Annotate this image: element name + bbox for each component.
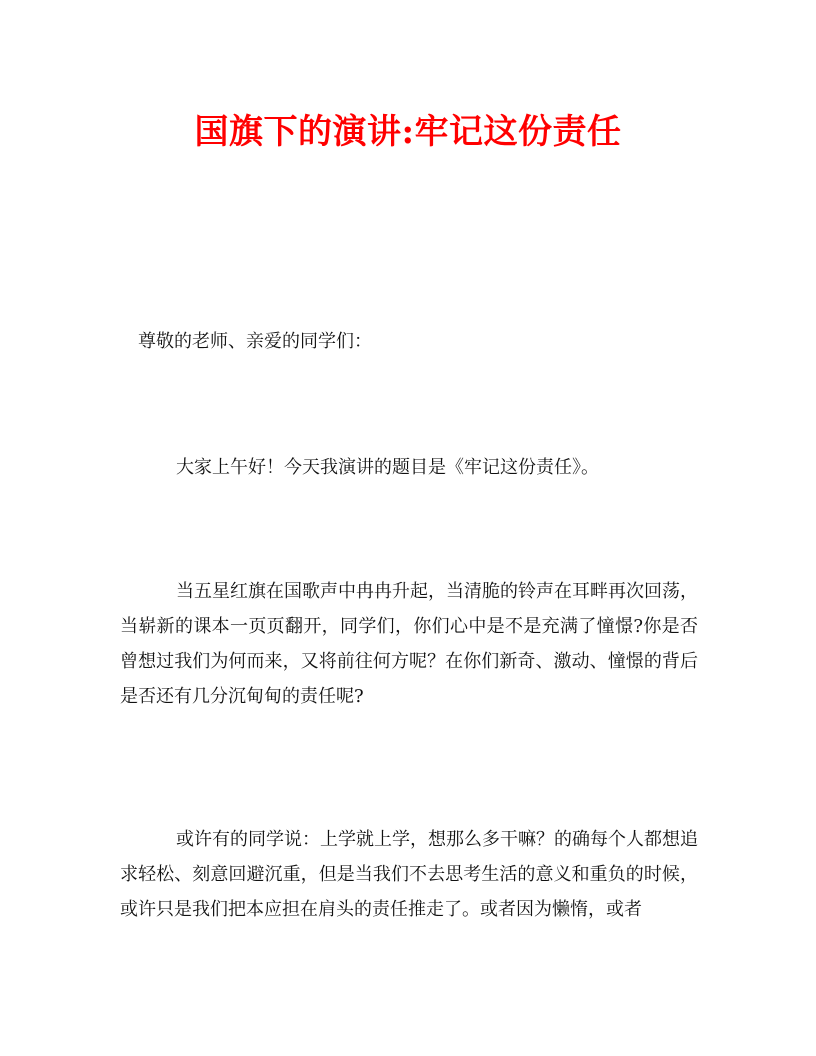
document-title: 国旗下的演讲:牢记这份责任 [194,112,622,152]
paragraph-responsibility: 或许有的同学说：上学就上学，想那么多干嘛？的确每个人都想追求轻松、刻意回避沉重，但是当我们不去思考生活的意义和重负的时候，或许只是我们把本应担在肩头的责任推走了。或者因为懒惰，或者 [120,829,698,920]
paragraph-greeting: 大家上午好！今天我演讲的题目是《牢记这份责任》。 [176,457,599,478]
paragraph-flag-raising: 当五星红旗在国歌声中冉冉升起，当清脆的铃声在耳畔再次回荡，当崭新的课本一页页翻开，同学们，你们心中是不是充满了憧憬?你是否曾想过我们为何而来，又将前往何方呢？在你们新奇、激动、憧憬的背后是否还有几分沉甸甸的责任呢? [120,581,698,707]
salutation: 尊敬的老师、亲爱的同学们： [138,331,372,352]
